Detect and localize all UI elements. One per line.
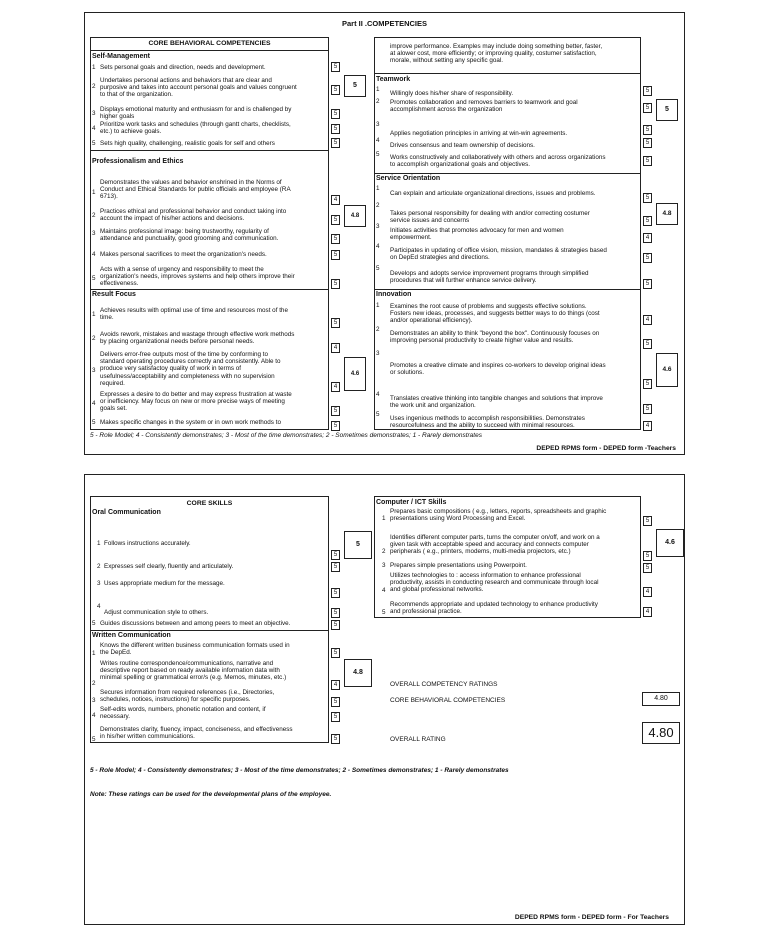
item-number: 5 bbox=[376, 265, 380, 272]
tw-item-4: Drives consensus and team ownership of decisions. bbox=[390, 142, 535, 149]
rating-box: 5 bbox=[643, 339, 652, 349]
item-number: 1 bbox=[92, 189, 96, 196]
section-title-service-orientation: Service Orientation bbox=[376, 175, 441, 182]
rating-box: 5 bbox=[331, 215, 340, 225]
form-footer: DEPED RPMS form - DEPED form -Teachers bbox=[536, 445, 676, 452]
item-number: 5 bbox=[92, 620, 96, 627]
ict-item-4: Utilizes technologies to : access information to enhance professional productivity, assists in conducting research and communicate through local and global professional networks. bbox=[390, 572, 599, 594]
sm-item-4: Prioritize work tasks and schedules (through gantt charts, checklists, etc.) to achieve goals. bbox=[100, 121, 291, 136]
item-number: 1 bbox=[97, 540, 101, 547]
rating-box: 5 bbox=[331, 712, 340, 722]
wc-item-1: Knows the different written business communication formats used in the DepEd. bbox=[100, 642, 290, 657]
core-skills-page bbox=[84, 474, 685, 925]
rf-item-4: Expresses a desire to do better and may express frustration at waste or inefficiency. May focus on new or more precise ways of meeting goals set. bbox=[100, 391, 292, 413]
divider bbox=[374, 73, 641, 74]
rf-item-5-continued: improve performance. Examples may include doing something better, faster, at alower cost, more efficiently; or improving quality, costumer satisfaction, morale, without setting any specific goal. bbox=[390, 43, 603, 65]
rating-legend: 5 - Role Model; 4 - Consistently demonstrates; 3 - Most of the time demonstrates; 2 - Sometimes demonstrates; 1 - Rarely demonstrates bbox=[90, 767, 509, 774]
rating-box: 4 bbox=[643, 607, 652, 617]
core-behavioral-label: CORE BEHAVIORAL COMPETENCIES bbox=[390, 697, 506, 704]
rating-box: 5 bbox=[643, 216, 652, 226]
section-title-written: Written Communication bbox=[92, 632, 171, 639]
item-number: 3 bbox=[376, 350, 380, 357]
divider bbox=[90, 630, 329, 631]
rating-box: 5 bbox=[331, 109, 340, 119]
item-number: 5 bbox=[92, 736, 96, 743]
wc-item-2: Writes routine correspondence/communications, narrative and descriptive report based on ready available information data with minimal spelling or grammatical error/s (e.g. Memos, minutes, etc.) bbox=[100, 660, 287, 682]
rating-box: 5 bbox=[643, 138, 652, 148]
item-number: 3 bbox=[92, 230, 96, 237]
rating-box: 4 bbox=[331, 343, 340, 353]
rating-box: 5 bbox=[331, 279, 340, 289]
sm-item-2: Undertakes personal actions and behaviors that are clear and purposive and takes into account personal goals and values congruent to that of the organization. bbox=[100, 77, 297, 99]
section-title-oral: Oral Communication bbox=[92, 509, 161, 516]
overall-competency-label: OVERALL COMPETENCY RATINGS bbox=[390, 681, 498, 688]
item-number: 1 bbox=[382, 515, 386, 522]
overall-rating-value: 4.80 bbox=[642, 722, 680, 744]
rating-box: 5 bbox=[643, 279, 652, 289]
ict-item-2: Identifies different computer parts, turns the computer on/off, and work on a given task with acceptable speed and accuracy and connects computer peripherals ( e.g., printers, modems, multi-media projectors, etc.) bbox=[390, 534, 600, 556]
in-item-1: Examines the root cause of problems and suggests effective solutions. Fosters new ideas, processes, and suggests bettter ways to do things (cost and/or operational efficiency). bbox=[390, 303, 600, 325]
ict-item-3: Prepares simple presentations using Powerpoint. bbox=[390, 562, 527, 569]
item-number: 2 bbox=[382, 548, 386, 555]
rating-box: 4 bbox=[643, 587, 652, 597]
item-number: 2 bbox=[376, 326, 380, 333]
section-title-result-focus: Result Focus bbox=[92, 291, 136, 298]
pe-item-2: Practices ethical and professional behavior and conduct taking into account the impact of his/her actions and decisions. bbox=[100, 208, 287, 223]
item-number: 2 bbox=[92, 335, 96, 342]
rf-item-3: Delivers error-free outputs most of the time by conforming to standard operating procedures correctly and consistently. Able to produce very satisfactoy quality of work in terms of usefulness/acceptability and completeness with no supervision required. bbox=[100, 351, 281, 387]
in-item-2: Demonstrates an ability to think "beyond the box". Continuously focuses on improving personal productivity to create higher value and results. bbox=[390, 330, 600, 345]
rating-box: 4 bbox=[331, 195, 340, 205]
tw-item-3: Applies negotiation principles in arriving at win-win agreements. bbox=[390, 130, 568, 137]
ict-item-1: Prepares basic compositions ( e.g., letters, reports, spreadsheets and graphic presentations using Word Processing and Excel. bbox=[390, 508, 607, 523]
rating-box: 5 bbox=[643, 379, 652, 389]
rating-box: 5 bbox=[331, 62, 340, 72]
item-number: 5 bbox=[376, 151, 380, 158]
in-item-3: Promotes a creative climate and inspires co-workers to develop original ideas or solutions. bbox=[390, 362, 606, 377]
section-title-computer: Computer / ICT Skills bbox=[376, 499, 447, 506]
rating-box: 5 bbox=[643, 516, 652, 526]
item-number: 5 bbox=[382, 609, 386, 616]
sm-item-1: Sets personal goals and direction, needs and development. bbox=[100, 64, 266, 71]
rating-box: 5 bbox=[331, 406, 340, 416]
pe-item-3: Maintains professional image: being trustworthy, regularity of attendance and punctuality, good grooming and communication. bbox=[100, 228, 279, 243]
rating-box: 5 bbox=[331, 734, 340, 744]
section-title-teamwork: Teamwork bbox=[376, 76, 411, 83]
professionalism-average: 4.8 bbox=[344, 205, 366, 227]
self-management-average: 5 bbox=[344, 75, 366, 97]
rating-box: 5 bbox=[331, 250, 340, 260]
tw-item-2: Promotes collaboration and removes barriers to teamwork and goal accomplishment across the organization bbox=[390, 99, 578, 114]
item-number: 4 bbox=[92, 125, 96, 132]
item-number: 1 bbox=[376, 86, 380, 93]
tw-item-1: Willingly does his/her share of responsibility. bbox=[390, 90, 514, 97]
rating-box: 5 bbox=[643, 103, 652, 113]
rating-box: 5 bbox=[643, 86, 652, 96]
computer-average: 4.6 bbox=[656, 529, 684, 557]
rating-box: 5 bbox=[643, 125, 652, 135]
so-item-5: Develops and adopts service improvement programs through simplified procedures that will further enhance service delivery. bbox=[390, 270, 589, 285]
rf-item-5: Makes specific changes in the system or in own work methods to bbox=[100, 419, 281, 426]
item-number: 2 bbox=[92, 83, 96, 90]
item-number: 5 bbox=[92, 140, 96, 147]
rating-box: 5 bbox=[643, 156, 652, 166]
divider bbox=[374, 289, 641, 290]
item-number: 2 bbox=[92, 212, 96, 219]
oral-average: 5 bbox=[344, 531, 372, 559]
item-number: 2 bbox=[376, 202, 380, 209]
rating-box: 4 bbox=[643, 315, 652, 325]
item-number: 2 bbox=[376, 98, 380, 105]
overall-rating-label: OVERALL RATING bbox=[390, 736, 446, 743]
rf-item-1: Achieves results with optimal use of time and resources most of the time. bbox=[100, 307, 288, 322]
wc-item-5: Demonstrates clarity, fluency, impact, conciseness, and effectiveness in his/her written communications. bbox=[100, 726, 293, 741]
item-number: 4 bbox=[376, 137, 380, 144]
competencies-page bbox=[84, 12, 685, 455]
so-item-2: Takes personal responsibilty for dealing with and/or correcting costumer service issues and concerns bbox=[390, 210, 590, 225]
item-number: 4 bbox=[376, 243, 380, 250]
result-focus-average: 4.6 bbox=[344, 357, 366, 391]
item-number: 3 bbox=[376, 223, 380, 230]
rf-item-2: Avoids rework, mistakes and wastage through effective work methods by placing organizational needs before personal needs. bbox=[100, 331, 295, 346]
ict-item-5: Recommends appropriate and updated technology to enhance productivity and professional practice. bbox=[390, 601, 598, 616]
rating-box: 4 bbox=[331, 382, 340, 392]
item-number: 1 bbox=[376, 302, 380, 309]
divider bbox=[90, 50, 329, 51]
pe-item-5: Acts with a sense of urgency and responsibility to meet the organization's needs, improves systems and help others improve their effectiveness. bbox=[100, 266, 295, 288]
rating-box: 5 bbox=[331, 648, 340, 658]
oc-item-4: Adjust communication style to others. bbox=[104, 609, 209, 616]
sm-item-3: Displays emotional maturity and enthusiasm for and is challenged by higher goals bbox=[100, 106, 292, 121]
item-number: 2 bbox=[92, 680, 96, 687]
divider bbox=[374, 173, 641, 174]
section-title-self-management: Self-Management bbox=[92, 53, 150, 60]
core-behavioral-header: CORE BEHAVIORAL COMPETENCIES bbox=[148, 40, 271, 47]
rating-box: 5 bbox=[331, 138, 340, 148]
oc-item-2: Expresses self clearly, fluently and articulately. bbox=[104, 563, 234, 570]
rating-box: 5 bbox=[643, 563, 652, 573]
oc-item-3: Uses appropriate medium for the message. bbox=[104, 580, 225, 587]
rating-box: 5 bbox=[331, 588, 340, 598]
core-skills-header: CORE SKILLS bbox=[186, 500, 233, 507]
section-title-professionalism: Professionalism and Ethics bbox=[92, 158, 184, 165]
item-number: 4 bbox=[376, 391, 380, 398]
rating-legend: 5 - Role Model; 4 - Consistently demonstrates; 3 - Most of the time demonstrates; 2 - Sometimes demonstrates; 1 - Rarely demonstrates bbox=[90, 432, 482, 439]
item-number: 4 bbox=[92, 400, 96, 407]
item-number: 4 bbox=[92, 251, 96, 258]
item-number: 4 bbox=[382, 587, 386, 594]
oc-item-5: Guides discussions between and among peers to meet an objective. bbox=[100, 620, 291, 627]
rating-box: 5 bbox=[331, 608, 340, 618]
rating-box: 4 bbox=[643, 421, 652, 431]
service-orientation-average: 4.8 bbox=[656, 203, 678, 225]
written-average: 4.8 bbox=[344, 659, 372, 687]
rating-box: 5 bbox=[643, 253, 652, 263]
item-number: 1 bbox=[92, 64, 96, 71]
item-number: 4 bbox=[97, 603, 101, 610]
rating-box: 5 bbox=[331, 562, 340, 572]
innovation-average: 4.6 bbox=[656, 353, 678, 387]
rating-box: 5 bbox=[331, 421, 340, 431]
in-item-4: Translates creative thinking into tangible changes and solutions that improve the work unit and organization. bbox=[390, 395, 603, 410]
item-number: 3 bbox=[382, 562, 386, 569]
wc-item-3: Secures information from required references (i.e., Directories, schedules, notices, instructions) for specific purposes. bbox=[100, 689, 275, 704]
rating-box: 5 bbox=[643, 404, 652, 414]
item-number: 5 bbox=[92, 275, 96, 282]
so-item-4: Participates in updating of office vision, mission, mandates & strategies based on DepEd strategies and directions. bbox=[390, 247, 607, 262]
pe-item-1: Demonstrates the values and behavior enshrined in the Norms of Conduct and Ethical Standards for public officials and employee (RA 6713). bbox=[100, 179, 291, 201]
pe-item-4: Makes personal sacrifices to meet the organization's needs. bbox=[100, 251, 267, 258]
rating-box: 4 bbox=[331, 680, 340, 690]
item-number: 5 bbox=[376, 411, 380, 418]
rating-box: 5 bbox=[331, 550, 340, 560]
page-title: Part II .COMPETENCIES bbox=[341, 19, 428, 28]
item-number: 3 bbox=[97, 580, 101, 587]
item-number: 4 bbox=[92, 712, 96, 719]
rating-box: 5 bbox=[331, 318, 340, 328]
rating-box: 5 bbox=[331, 85, 340, 95]
wc-item-4: Self-edits words, numbers, phonetic notation and content, if necessary. bbox=[100, 706, 266, 721]
item-number: 1 bbox=[92, 311, 96, 318]
item-number: 1 bbox=[92, 650, 96, 657]
teamwork-average: 5 bbox=[656, 99, 678, 121]
oc-item-1: Follows instructions accurately. bbox=[104, 540, 191, 547]
note: Note: These ratings can be used for the developmental plans of the employee. bbox=[90, 791, 332, 798]
item-number: 2 bbox=[97, 563, 101, 570]
rating-box: 5 bbox=[643, 193, 652, 203]
item-number: 1 bbox=[376, 185, 380, 192]
form-footer: DEPED RPMS form - DEPED form - For Teachers bbox=[514, 914, 669, 921]
sm-item-5: Sets high quality, challenging, realistic goals for self and others bbox=[100, 140, 275, 147]
so-item-3: Initiates activities that promotes advocacy for men and women empowerment. bbox=[390, 227, 564, 242]
section-title-innovation: Innovation bbox=[376, 291, 412, 298]
item-number: 3 bbox=[92, 697, 96, 704]
item-number: 3 bbox=[92, 367, 96, 374]
divider bbox=[90, 289, 329, 290]
rating-box: 4 bbox=[643, 233, 652, 243]
divider bbox=[90, 150, 329, 151]
rating-box: 5 bbox=[331, 234, 340, 244]
item-number: 3 bbox=[92, 110, 96, 117]
so-item-1: Can explain and articulate organizational directions, issues and problems. bbox=[390, 190, 596, 197]
rating-box: 5 bbox=[331, 697, 340, 707]
core-behavioral-value: 4.80 bbox=[642, 692, 680, 706]
tw-item-5: Works constructively and collaboratively with others and across organizations to accomplish organizational goals and objectives. bbox=[390, 154, 606, 169]
item-number: 3 bbox=[376, 121, 380, 128]
rating-box: 5 bbox=[331, 124, 340, 134]
rating-box: 5 bbox=[331, 620, 340, 630]
in-item-5: Uses ingenious methods to accomplish responsibilities. Demonstrates resourcefulness and the ability to succeed with minimal resources. bbox=[390, 415, 585, 430]
item-number: 5 bbox=[92, 419, 96, 426]
rating-box: 5 bbox=[643, 551, 652, 561]
